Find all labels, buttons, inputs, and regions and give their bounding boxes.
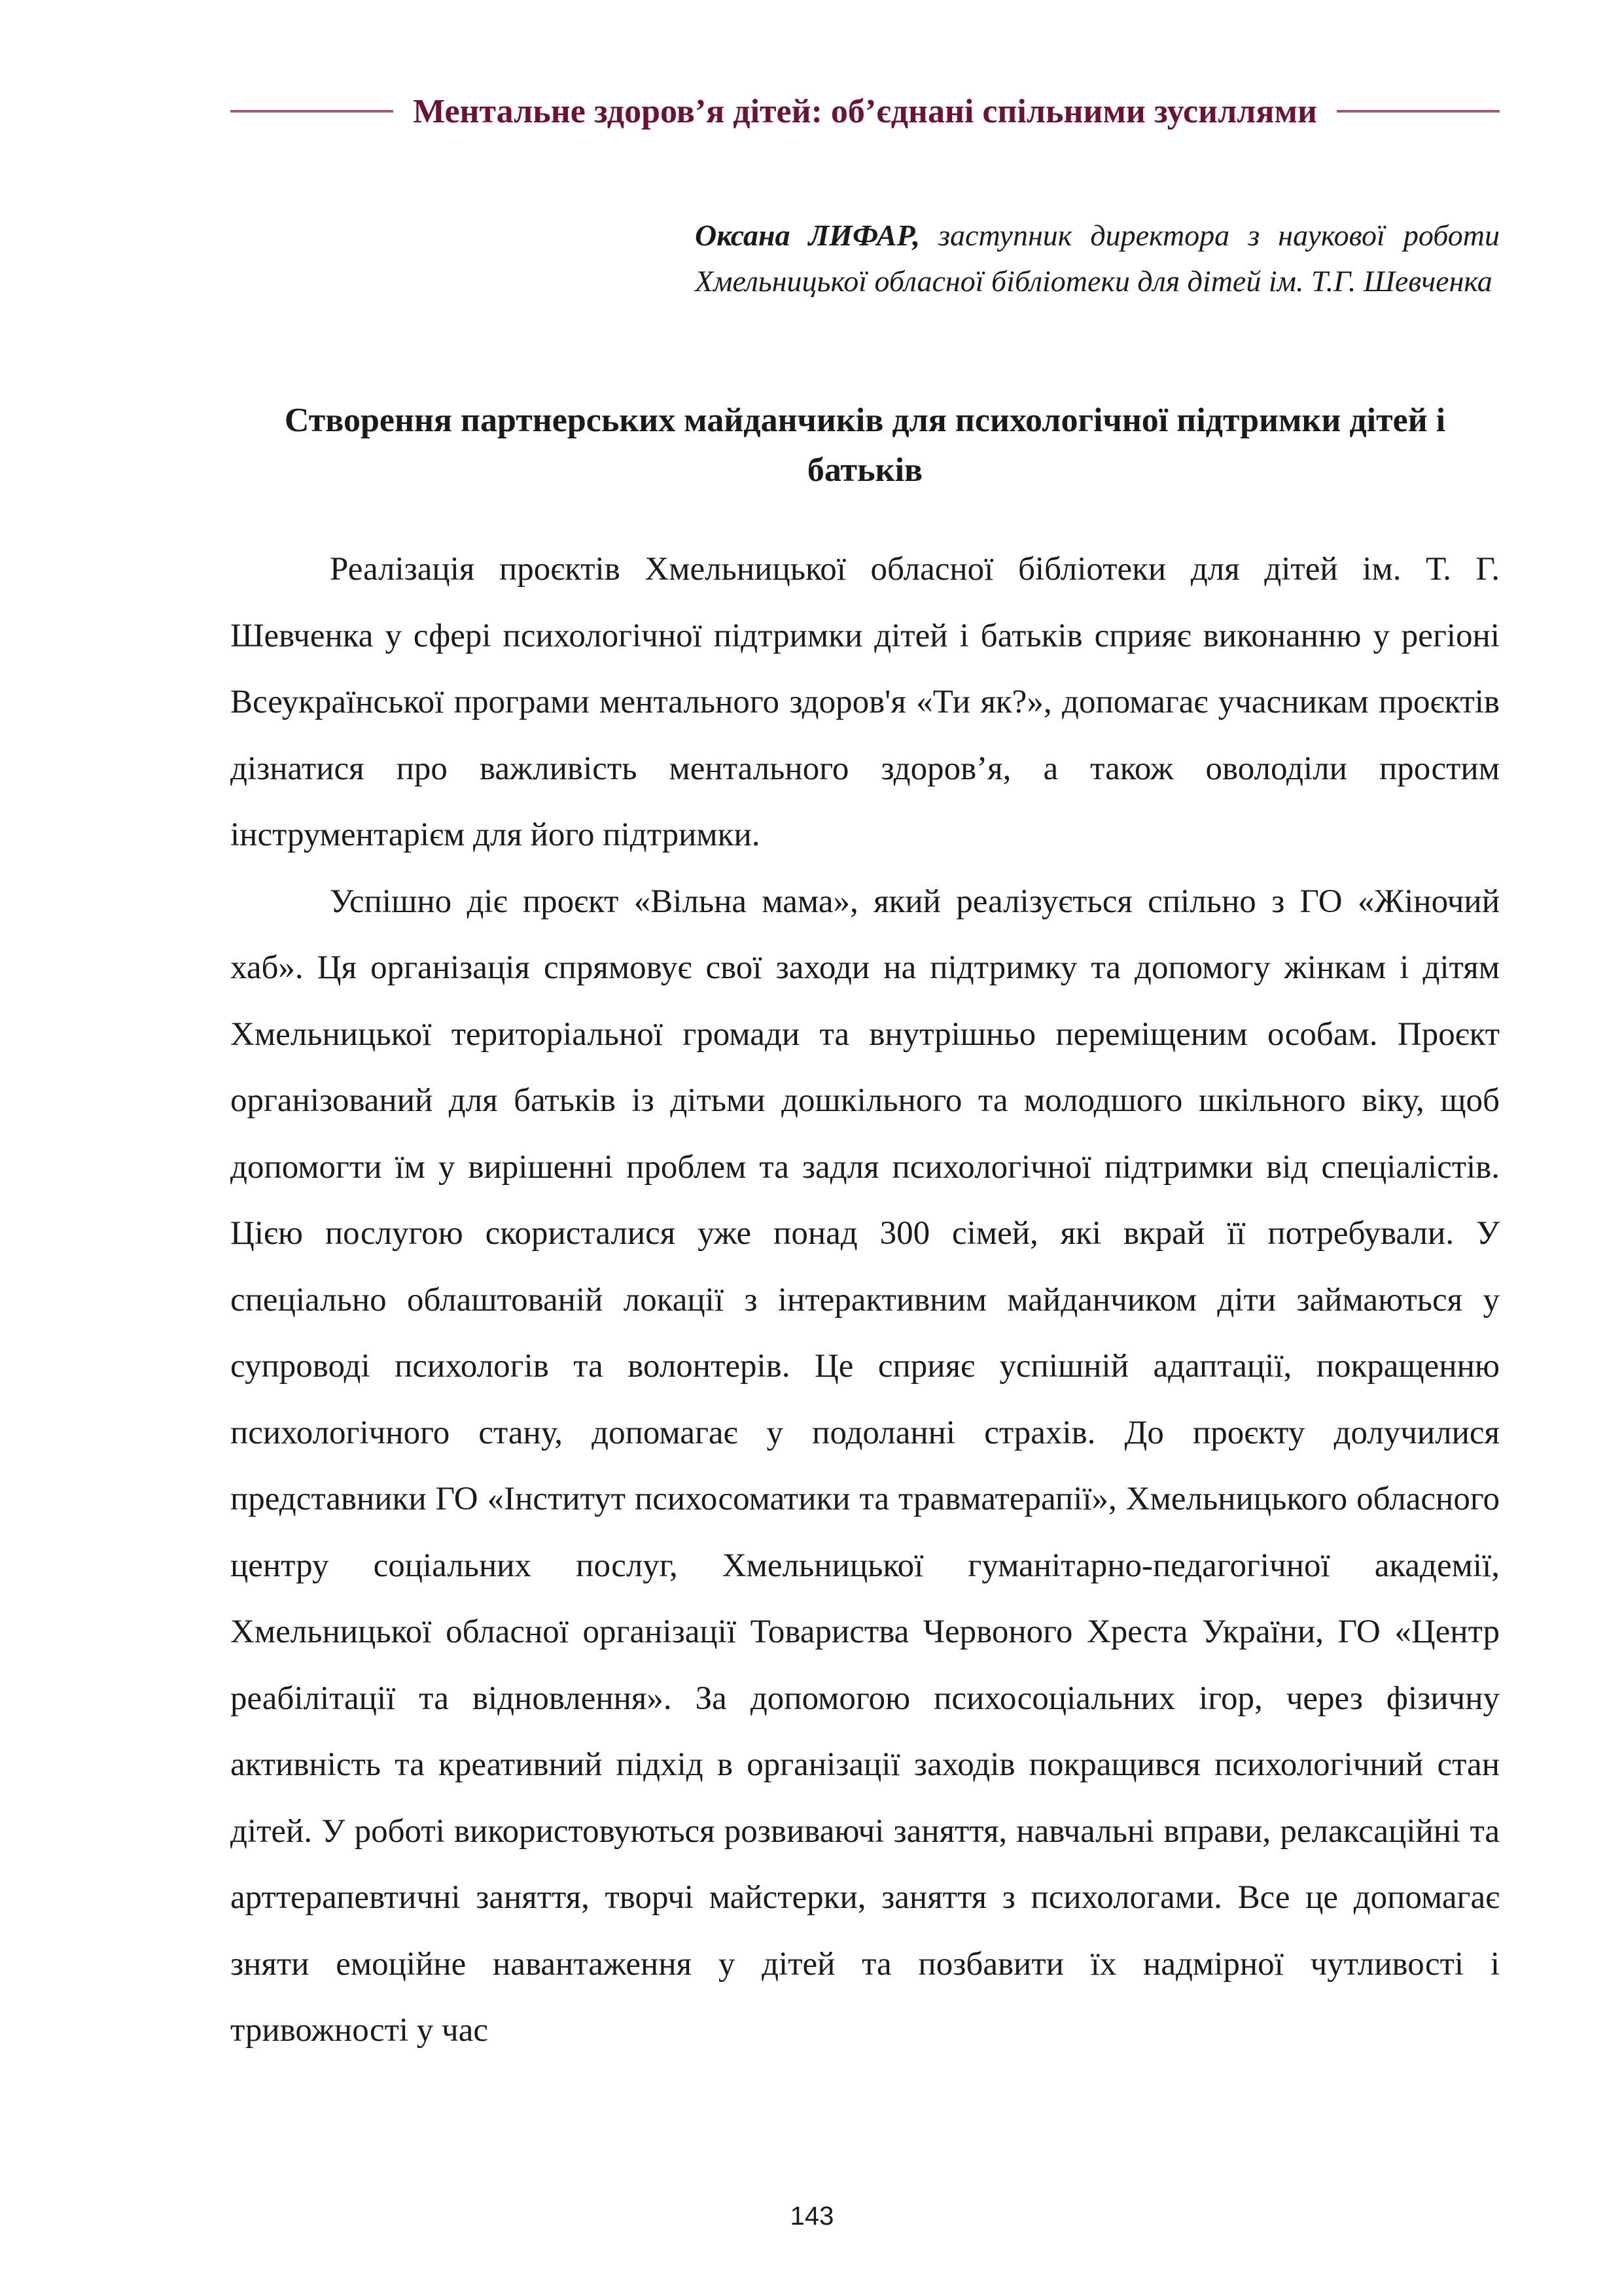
author-block — [695, 213, 1500, 304]
author-name: Оксана ЛИФАР, — [695, 219, 921, 252]
body-paragraph: Успішно діє проєкт «Вільна мама», який реалізується спільно з ГО «Жіночий хаб». Ця організація спрямовує свої заходи на підтримку та допомогу жінкам і дітям Хмельницької територіальної громади та внутрішньо переміщеним особам. Проєкт організований для батьків із дітьми дошкільного та молодшого шкільного віку, щоб допомогти їм у вирішенні проблем та задля психологічної підтримки від спеціалістів. Цією послугою скористалися уже понад 300 сімей, які вкрай її потребували. У спеціально облаштованій локації з інтерактивним майданчиком діти займаються у супроводі психологів та волонтерів. Це сприяє успішній адаптації, покращенню психологічного стану, допомагає у подоланні страхів. До проєкту долучилися представники ГО «Інститут психосоматики та травматерапії», Хмельницького обласного центру соціальних послуг, Хмельницької гуманітарно-педагогічної академії, Хмельницької обласної організації Товариства Червоного Хреста України, ГО «Центр реабілітації та відновлення». За допомогою психосоціальних ігор, через фізичну активність та креативний підхід в організації заходів покращився психологічний стан дітей. У роботі використовуються розвиваючі заняття, навчальні вправи, релаксаційні та арттерапевтичні заняття, творчі майстерки, заняття з психологами. Все це допомагає зняти емоційне навантаження у дітей та позбавити їх надмірної чутливості і тривожності у час — [230, 883, 1500, 2049]
running-header — [230, 85, 1500, 137]
header-rule-left — [230, 110, 393, 113]
author-position: заступник директора з наукової роботи Хмельницької обласної бібліотеки для дітей ім. Т.Г. Шевченка — [695, 219, 1500, 298]
running-header-title: Ментальне здоров’я дітей: об’єднані спільними зусиллями — [413, 92, 1317, 130]
article-title: Створення партнерських майданчиків для психологічної підтримки дітей і батьків — [284, 402, 1446, 489]
header-rule-right — [1337, 110, 1500, 113]
page-number: 143 — [790, 2202, 834, 2231]
article-body — [230, 537, 1500, 2064]
body-paragraph: Реалізація проєктів Хмельницької обласної бібліотеки для дітей ім. Т. Г. Шевченка у сфері психологічної підтримки дітей і батьків сприяє виконанню у регіоні Всеукраїнської програми ментального здоров'я «Ти як?», допомагає учасникам проєктів дізнатися про важливість ментального здоров’я, а також оволоділи простим інструментарієм для його підтримки. — [230, 551, 1500, 853]
